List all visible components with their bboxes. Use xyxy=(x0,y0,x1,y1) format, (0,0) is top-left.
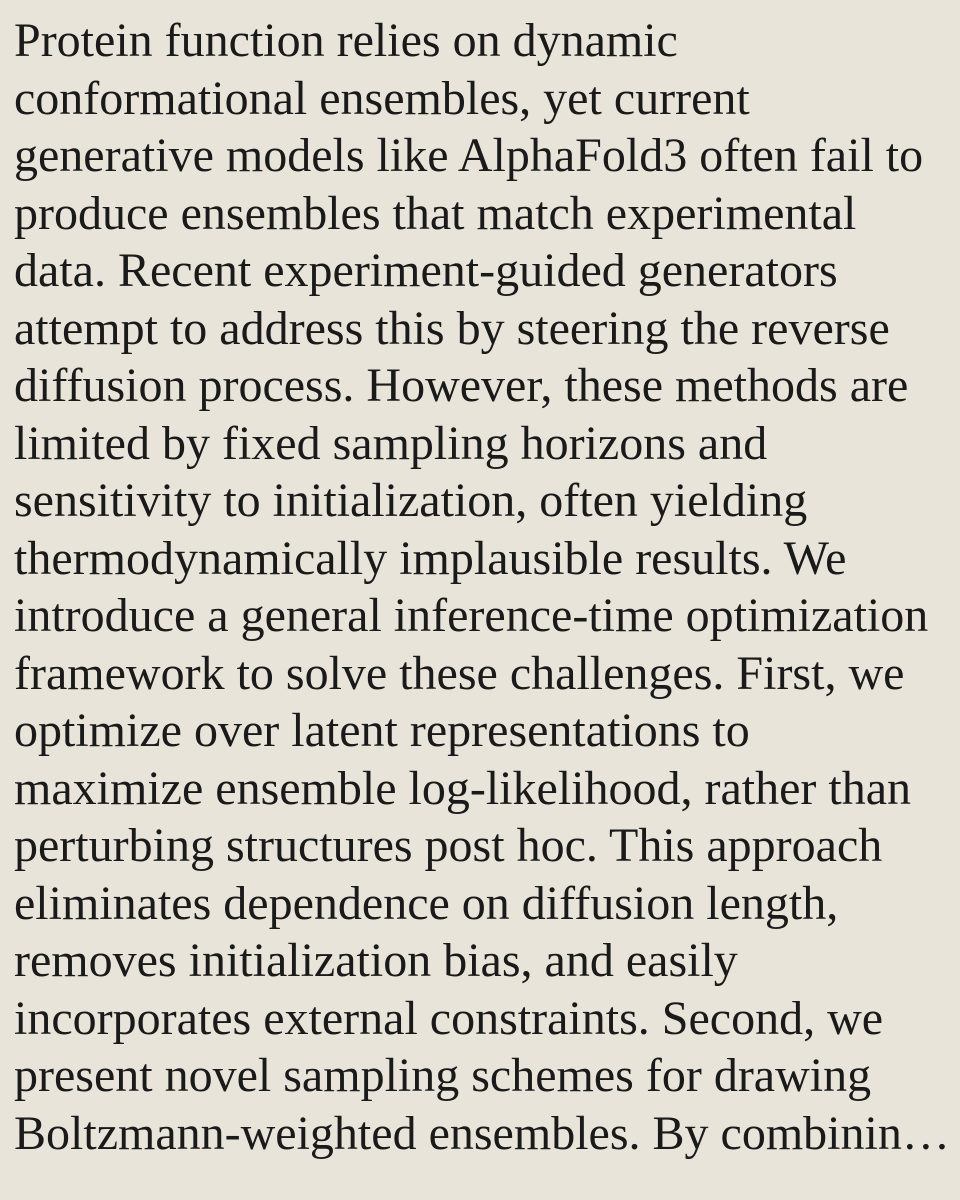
text-line: Protein function relies on dynamic xyxy=(14,14,678,67)
text-line: introduce a general inference-time optimization xyxy=(14,589,929,642)
text-line: Boltzmann-weighted ensembles. By combinin… xyxy=(14,1106,950,1160)
text-line: removes initialization bias, and easily xyxy=(14,934,738,987)
text-line: optimize over latent representations to xyxy=(14,704,750,757)
text-line: data. Recent experiment-guided generators xyxy=(14,244,838,297)
text-line: attempt to address this by steering the reverse xyxy=(14,301,890,355)
text-line: present novel sampling schemes for drawing xyxy=(14,1049,872,1102)
text-line: perturbing structures post hoc. This approach xyxy=(14,819,883,872)
text-line: framework to solve these challenges. First, we xyxy=(14,646,905,700)
text-line: incorporates external constraints. Second, we xyxy=(14,991,884,1045)
text-line: generative models like AlphaFold3 often fail to xyxy=(14,129,924,182)
text-line: thermodynamically implausible results. We xyxy=(14,531,847,585)
text-line: produce ensembles that match experimental xyxy=(14,186,857,240)
text-line: eliminates dependence on diffusion length, xyxy=(14,876,839,930)
text-line: sensitivity to initialization, often yielding xyxy=(14,474,808,527)
text-line: limited by fixed sampling horizons and xyxy=(14,416,768,470)
text-line: diffusion process. However, these methods are xyxy=(14,359,909,412)
text-line: maximize ensemble log-likelihood, rather than xyxy=(14,761,912,815)
text-line: conformational ensembles, yet current xyxy=(14,71,750,125)
abstract-text xyxy=(14,12,950,1162)
